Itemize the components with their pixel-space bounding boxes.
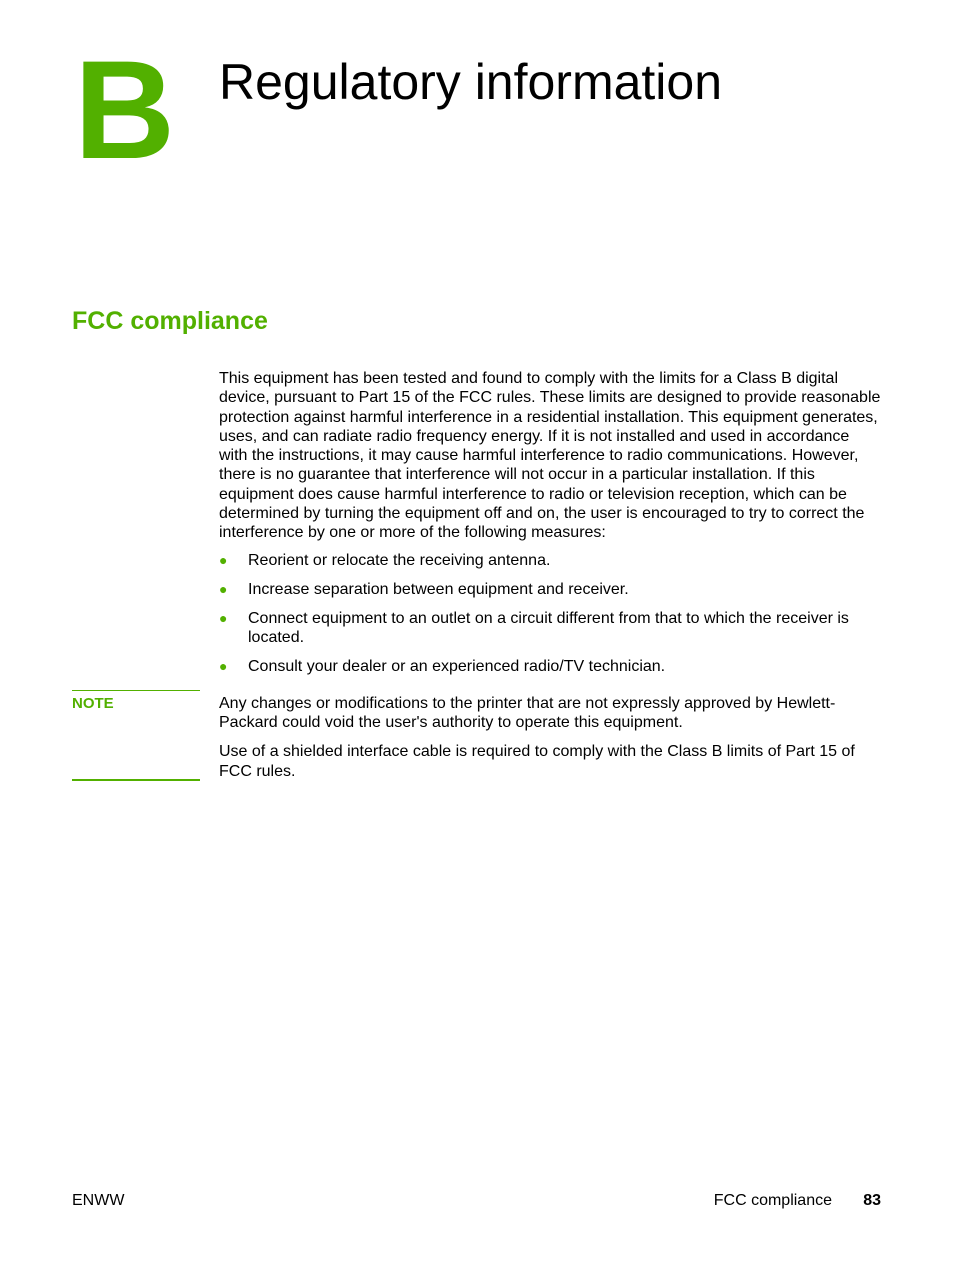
section-heading: FCC compliance [72,307,268,335]
footer-section-title: FCC compliance [713,1192,832,1209]
footer-doc-code: ENWW [72,1192,125,1209]
list-item [219,580,881,599]
note-label: NOTE [72,695,114,712]
body-paragraph: This equipment has been tested and found to comply with the limits for a Class B digital device, pursuant to Part 15 of the FCC rules. These limits are designed to provide reasonable protection against harmful interference in a residential installation. This equipment generates, uses, and can radiate radio frequency energy. If it is not installed and used in accordance with the instructions, it may cause harmful interference to radio communications. However, there is no guarantee that interference will not occur in a particular installation. If this equipment does cause harmful interference to radio or television reception, which can be determined by turning the equipment off and on, the user is encouraged to try to correct the interference by one or more of the following measures: [219,370,881,542]
chapter-title: Regulatory information [219,54,723,110]
note-paragraph: Use of a shielded interface cable is required to comply with the Class B limits of Part 15 of FCC rules. [219,743,855,780]
list-item [219,657,881,676]
chapter-letter: B [74,31,172,188]
note-rule-bottom [72,779,200,781]
list-item-text: Reorient or relocate the receiving antenna. [248,552,551,569]
page-number: 83 [863,1192,881,1209]
list-item-text: Connect equipment to an outlet on a circuit different from that to which the receiver is located. [248,609,849,647]
list-item-text: Consult your dealer or an experienced radio/TV technician. [248,658,666,676]
list-item-text: Increase separation between equipment and receiver. [248,580,629,598]
bullet-icon: ● [219,552,228,568]
list-item [219,609,881,648]
measures-list [219,551,881,686]
bullet-icon: ● [219,609,228,626]
note-paragraph: Any changes or modifications to the printer that are not expressly approved by Hewlett-Packard could void the user's authority to operate this equipment. [219,695,836,732]
note-body [219,694,881,791]
list-item [219,551,881,570]
bullet-icon: ● [219,658,228,675]
bullet-icon: ● [219,580,228,597]
note-rule-top [72,690,200,691]
